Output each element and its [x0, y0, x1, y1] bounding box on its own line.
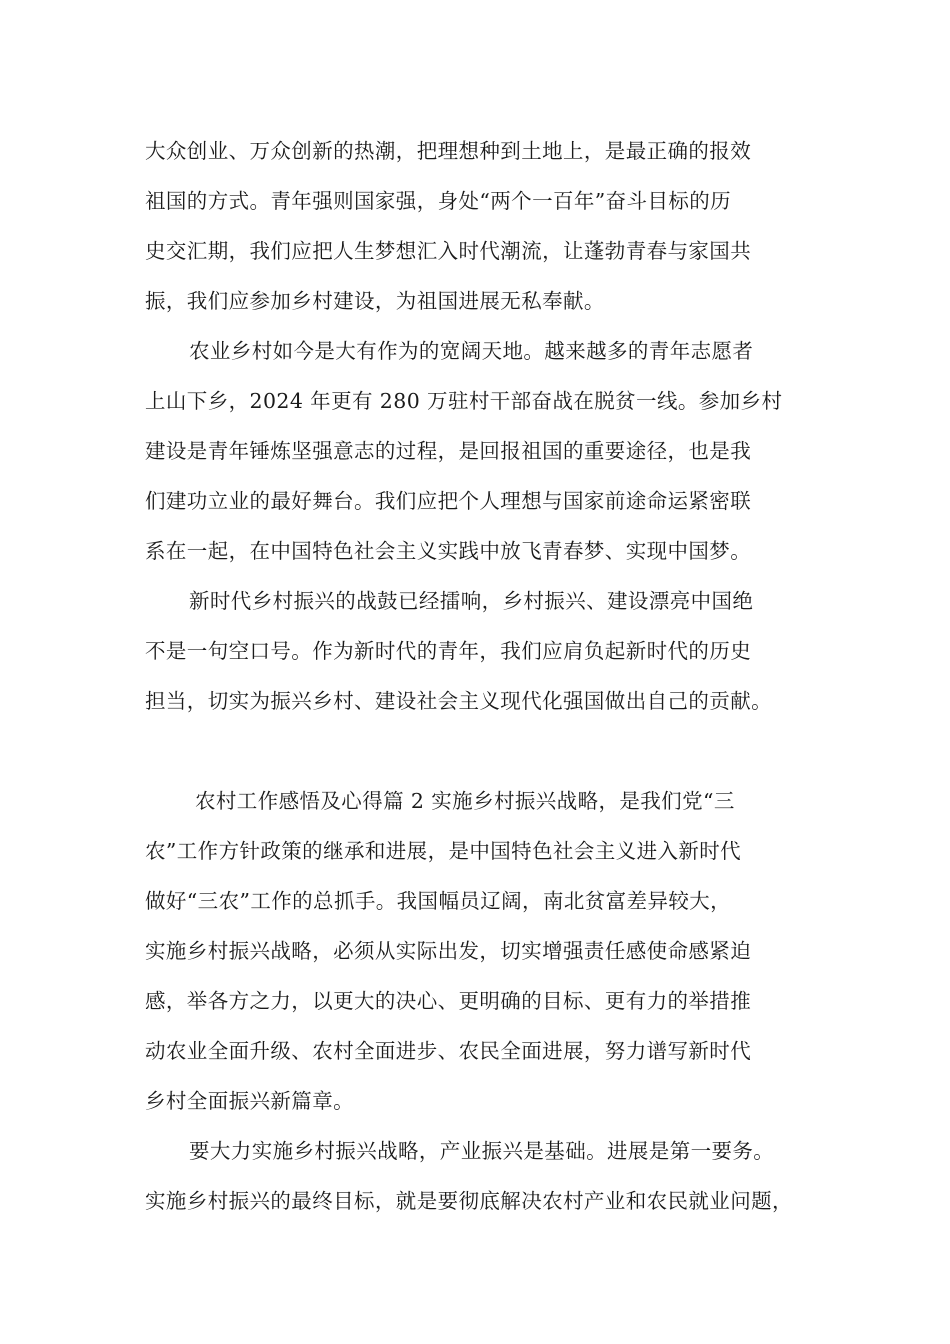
paragraph-2-line-2: 上山下乡，2024 年更有 280 万驻村干部奋战在脱贫一线。参加乡村: [145, 389, 783, 413]
paragraph-3-line-1: 新时代乡村振兴的战鼓已经擂响，乡村振兴、建设漂亮中国绝: [189, 589, 754, 613]
paragraph-2-line-1: 农业乡村如今是大有作为的宽阔天地。越来越多的青年志愿者: [189, 339, 754, 363]
paragraph-2-line-5: 系在一起，在中国特色社会主义实践中放飞青春梦、实现中国梦。: [145, 539, 752, 563]
paragraph-4-line-3: 做好“三农”工作的总抓手。我国幅员辽阔，南北贫富差异较大，: [145, 889, 732, 913]
paragraph-3-line-3: 担当，切实为振兴乡村、建设社会主义现代化强国做出自己的贡献。: [145, 689, 772, 713]
paragraph-1-line-3: 史交汇期，我们应把人生梦想汇入时代潮流，让蓬勃青春与家国共: [145, 239, 752, 263]
paragraph-4-line-7: 乡村全面振兴新篇章。: [145, 1089, 354, 1113]
paragraph-4-line-4: 实施乡村振兴战略，必须从实际出发，切实增强责任感使命感紧迫: [145, 939, 752, 963]
paragraph-4-line-2: 农”工作方针政策的继承和进展，是中国特色社会主义进入新时代: [145, 839, 742, 863]
paragraph-1-line-2: 祖国的方式。青年强则国家强，身处“两个一百年”奋斗目标的历: [145, 189, 732, 213]
paragraph-5-line-2: 实施乡村振兴的最终目标，就是要彻底解决农村产业和农民就业问题，: [145, 1189, 793, 1213]
paragraph-1-line-4: 振，我们应参加乡村建设，为祖国进展无私奉献。: [145, 289, 605, 313]
paragraph-1-line-1: 大众创业、万众创新的热潮，把理想种到土地上，是最正确的报效: [145, 139, 752, 163]
paragraph-2-line-4: 们建功立业的最好舞台。我们应把个人理想与国家前途命运紧密联: [145, 489, 752, 513]
paragraph-4-line-1: 农村工作感悟及心得篇 2 实施乡村振兴战略，是我们党“三: [195, 789, 735, 813]
paragraph-5-line-1: 要大力实施乡村振兴战略，产业振兴是基础。进展是第一要务。: [189, 1139, 775, 1163]
paragraph-4-line-6: 动农业全面升级、农村全面进步、农民全面进展，努力谱写新时代: [145, 1039, 752, 1063]
paragraph-3-line-2: 不是一句空口号。作为新时代的青年，我们应肩负起新时代的历史: [145, 639, 752, 663]
paragraph-2-line-3: 建设是青年锤炼坚强意志的过程，是回报祖国的重要途径，也是我: [145, 439, 752, 463]
paragraph-4-line-5: 感，举各方之力，以更大的决心、更明确的目标、更有力的举措推: [145, 989, 752, 1013]
